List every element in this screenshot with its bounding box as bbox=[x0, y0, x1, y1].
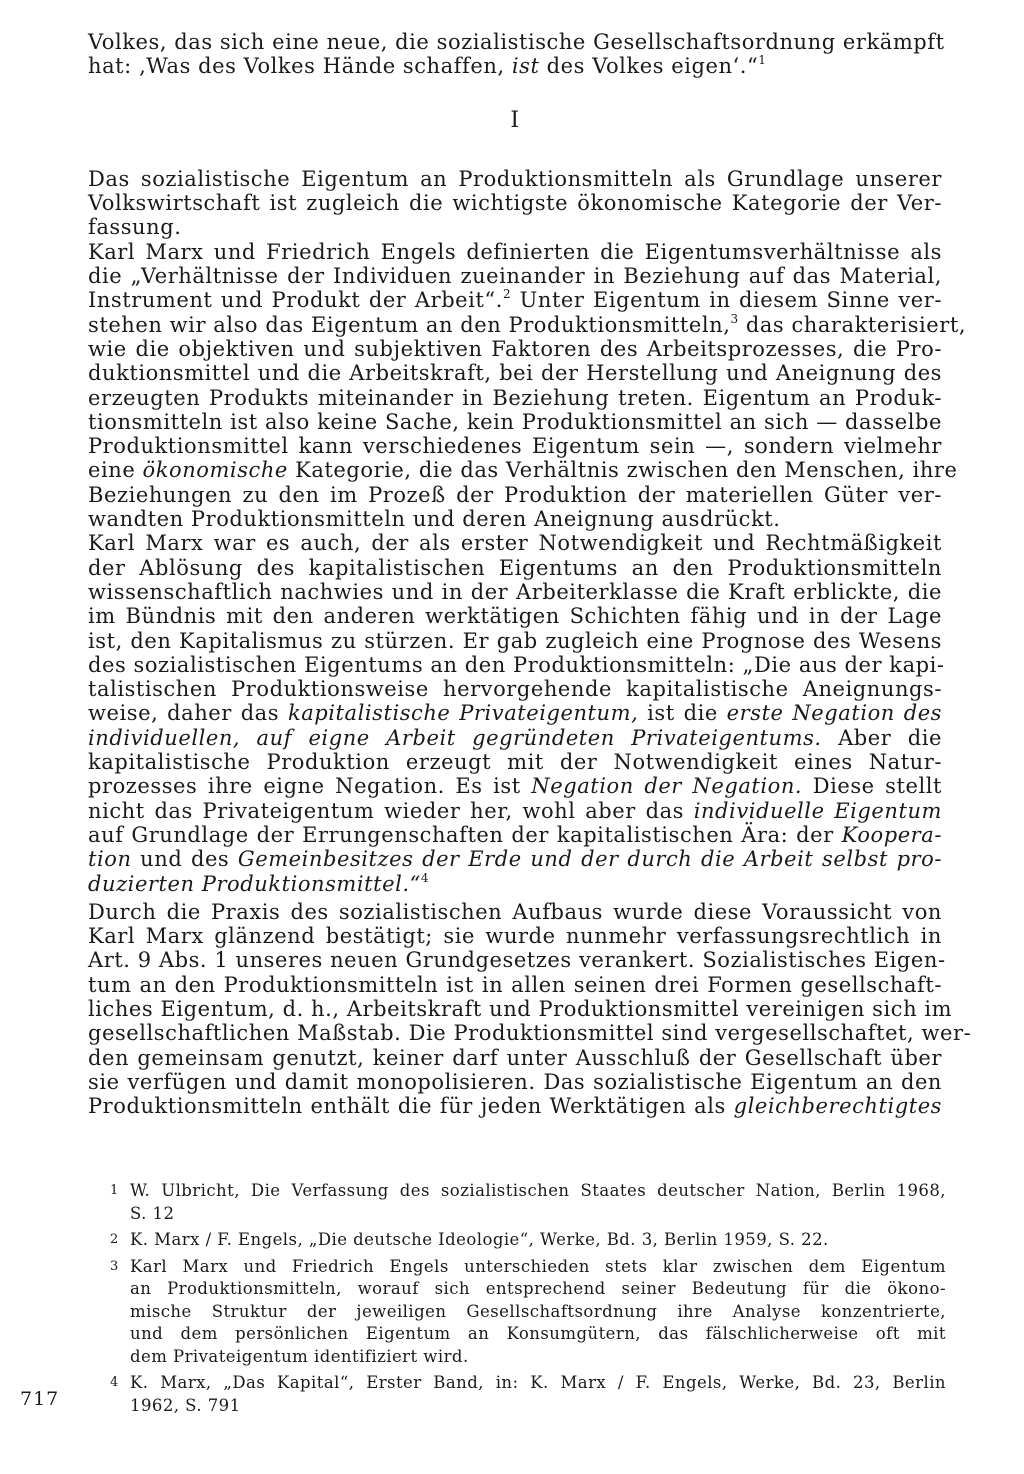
text-line: ist, den Kapitalismus zu stürzen. Er gab zugleich eine Prognose des Wesens bbox=[88, 628, 942, 653]
text-line: talistischen Produktionsweise hervorgehende kapitalistische Aneignungs- bbox=[88, 677, 942, 702]
text-line: Karl Marx war es auch, der als erster Notwendigkeit und Rechtmäßigkeit bbox=[88, 531, 942, 556]
text-line: der Ablösung des kapitalistischen Eigentums an den Produktionsmitteln bbox=[88, 555, 942, 580]
footnote-line: Karl Marx und Friedrich Engels unterschieden stets klar zwischen dem Eigentum bbox=[130, 1256, 946, 1276]
footnote-line: dem Privateigentum identifiziert wird. bbox=[130, 1346, 469, 1366]
text-line: kapitalistische Produktion erzeugt mit der Notwendigkeit eines Natur- bbox=[88, 750, 942, 775]
footnote-line: K. Marx, „Das Kapital“, Erster Band, in: K. Marx / F. Engels, Werke, Bd. 23, Berlin bbox=[130, 1373, 946, 1392]
text-line: fassung. bbox=[88, 215, 182, 240]
text-line: tion und des Gemeinbesitzes der Erde und der durch die Arbeit selbst pro- bbox=[88, 847, 942, 872]
text-line: tionsmitteln ist also keine Sache, kein Produktionsmittel an sich — dasselbe bbox=[88, 409, 942, 434]
footnote-line: W. Ulbricht, Die Verfassung des sozialistischen Staates deutscher Nation, Berlin 1968, bbox=[130, 1181, 946, 1200]
footnote-number: 2 bbox=[110, 1232, 119, 1247]
text-line: duzierten Produktionsmittel.“$^4$ bbox=[88, 870, 430, 896]
text-line: Instrument und Produkt der Arbeit“.$^2$ Unter Eigentum in diesem Sinne ver- bbox=[88, 287, 943, 313]
text-line: Art. 9 Abs. 1 unseres neuen Grundgesetzes verankert. Sozialistisches Eigen- bbox=[88, 948, 946, 973]
footnote-number: 4 bbox=[110, 1375, 119, 1390]
text-line: nicht das Privateigentum wieder her, wohl aber das individuelle Eigentum bbox=[88, 798, 943, 823]
footnote-ref: 3 bbox=[730, 311, 739, 326]
section-heading: I bbox=[510, 107, 520, 133]
text-line: wie die objektiven und subjektiven Faktoren des Arbeitsprozesses, die Pro- bbox=[88, 336, 942, 361]
paragraph-2 bbox=[88, 239, 967, 532]
footnote bbox=[110, 1256, 946, 1369]
text-line: Durch die Praxis des sozialistischen Aufbaus wurde diese Voraussicht von bbox=[88, 899, 942, 924]
page-number: 717 bbox=[20, 1388, 60, 1410]
footnote-line: und dem persönlichen Eigentum an Konsumgütern, das fälschlicherweise oft mit bbox=[130, 1324, 946, 1343]
text-line: Karl Marx glänzend bestätigt; sie wurde nunmehr verfassungsrechtlich in bbox=[88, 924, 942, 949]
text-line: tum an den Produktionsmitteln ist in allen seinen drei Formen gesellschaft- bbox=[88, 972, 942, 997]
text-line: individuellen, auf eigne Arbeit gegründeten Privateigentums. Aber die bbox=[88, 725, 943, 750]
text-line: duktionsmittel und die Arbeitskraft, bei der Herstellung und Aneignung des bbox=[88, 361, 942, 386]
footnote-ref: 2 bbox=[502, 287, 512, 302]
paragraph-4 bbox=[88, 899, 972, 1119]
text-line: erzeugten Produkts miteinander in Beziehung treten. Eigentum an Produk- bbox=[88, 385, 942, 410]
footnote-line: K. Marx / F. Engels, „Die deutsche Ideologie“, Werke, Bd. 3, Berlin 1959, S. 22. bbox=[130, 1230, 829, 1249]
text-line: prozesses ihre eigne Negation. Es ist Negation der Negation. Diese stellt bbox=[88, 774, 942, 799]
footnote-ref: 4 bbox=[420, 870, 430, 885]
text-line: Das sozialistische Eigentum an Produktionsmitteln als Grundlage unserer bbox=[88, 166, 942, 191]
footnote-number: 1 bbox=[110, 1183, 119, 1198]
text-line: Produktionsmittel kann verschiedenes Eigentum sein —, sondern vielmehr bbox=[88, 434, 942, 459]
footnote-ref: 1 bbox=[758, 53, 767, 68]
text-line: des sozialistischen Eigentums an den Produktionsmitteln: „Die aus der kapi- bbox=[88, 652, 945, 677]
text-line: Karl Marx und Friedrich Engels definierten die Eigentumsverhältnisse als bbox=[88, 239, 942, 264]
paragraph-1 bbox=[88, 167, 942, 240]
footnotes bbox=[110, 1180, 946, 1421]
text-line: Volkswirtschaft ist zugleich die wichtigste ökonomische Kategorie der Ver- bbox=[88, 191, 942, 216]
footnote bbox=[110, 1229, 946, 1252]
footnote-line: 1962, S. 791 bbox=[130, 1395, 241, 1415]
text-line: Beziehungen zu den im Prozeß der Produktion der materiellen Güter ver- bbox=[88, 482, 942, 507]
text-line: hat: ‚Was des Volkes Hände schaffen, ist des Volkes eigen‘.“$^1$ bbox=[88, 53, 767, 79]
intro-paragraph bbox=[88, 30, 945, 79]
text-line: liches Eigentum, d. h., Arbeitskraft und Produktionsmittel vereinigen sich im bbox=[88, 996, 953, 1021]
text-line: Produktionsmitteln enthält die für jeden Werktätigen als gleichberechtigtes bbox=[88, 1094, 942, 1119]
text-line: sie verfügen und damit monopolisieren. Das sozialistische Eigentum an den bbox=[88, 1069, 942, 1094]
text-line: wissenschaftlich nachwies und in der Arbeiterklasse die Kraft erblickte, die bbox=[88, 579, 942, 604]
text-line: Volkes, das sich eine neue, die sozialistische Gesellschaftsordnung erkämpft bbox=[88, 30, 945, 54]
footnote-line: S. 12 bbox=[130, 1203, 175, 1223]
footnote bbox=[110, 1180, 946, 1225]
text-line: weise, daher das kapitalistische Privateigentum, ist die erste Negation des bbox=[88, 701, 943, 726]
text-line: eine ökonomische Kategorie, die das Verhältnis zwischen den Menschen, ihre bbox=[88, 458, 958, 483]
footnote-line: mische Struktur der jeweiligen Gesellschaftsordnung ihre Analyse konzentrierte, bbox=[130, 1301, 946, 1321]
text-line: den gemeinsam genutzt, keiner darf unter Ausschluß der Gesellschaft über bbox=[88, 1045, 942, 1070]
main-text bbox=[88, 30, 972, 1119]
text-line: auf Grundlage der Errungenschaften der kapitalistischen Ära: der Koopera- bbox=[88, 822, 942, 847]
text-line: im Bündnis mit den anderen werktätigen Schichten fähig und in der Lage bbox=[88, 604, 942, 629]
text-line: gesellschaftlichen Maßstab. Die Produktionsmittel sind vergesellschaftet, wer- bbox=[88, 1021, 972, 1046]
footnote-number: 3 bbox=[110, 1258, 119, 1274]
text-line: stehen wir also das Eigentum an den Produktionsmitteln,$^3$ das charakterisiert, bbox=[88, 311, 967, 337]
text-line: die „Verhältnisse der Individuen zueinander in Beziehung auf das Material, bbox=[88, 264, 942, 289]
footnote-line: an Produktionsmitteln, worauf sich entsprechend seiner Bedeutung für die ökono- bbox=[130, 1279, 946, 1298]
footnote bbox=[110, 1372, 946, 1417]
text-line: wandten Produktionsmitteln und deren Aneignung ausdrückt. bbox=[88, 507, 781, 532]
paragraph-3 bbox=[88, 531, 945, 896]
